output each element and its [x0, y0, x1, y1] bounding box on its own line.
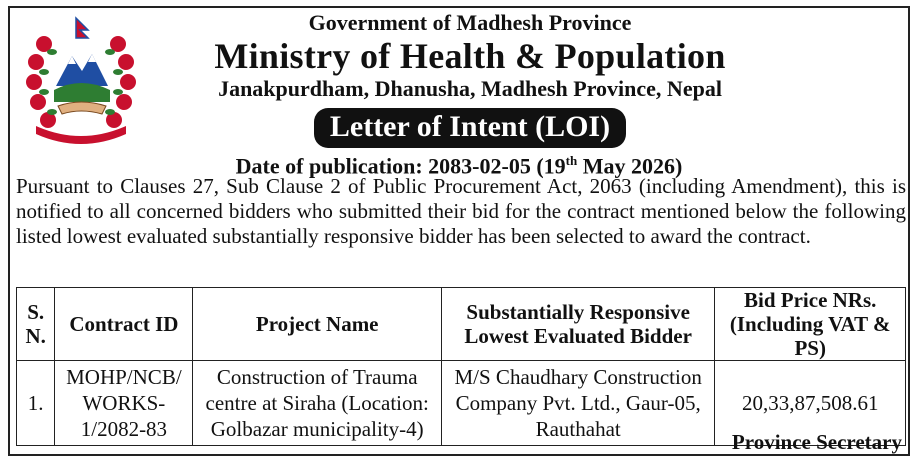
project-line3: Golbazar municipality-4) — [210, 417, 424, 441]
bidder-line1: M/S Chaudhary Construction — [454, 365, 702, 389]
notice-paragraph: Pursuant to Clauses 27, Sub Clause 2 of Public Procurement Act, 2063 (including Amendment), this is notified to all concerned bidders who submitted their bid for the contract mentioned below the following listed lowest evaluated substantially responsive bidder has been selected to award the contract. — [16, 174, 906, 248]
header-sn-line2: N. — [25, 324, 46, 348]
header — [160, 10, 780, 148]
ministry-name: Ministry of Health & Population — [214, 36, 726, 76]
nepal-coat-of-arms-icon — [22, 16, 140, 148]
header-bid-price — [715, 288, 906, 361]
header-sn-line1: S. — [27, 300, 45, 324]
contract-id-line3: 1/2082-83 — [80, 417, 168, 441]
award-table — [16, 287, 906, 446]
header-bidder — [441, 288, 714, 361]
header-bidder-line1: Substantially Responsive — [466, 300, 690, 324]
contract-id-line1: MOHP/NCB/ — [66, 365, 182, 389]
bidder-line2: Company Pvt. Ltd., Gaur-05, — [455, 391, 701, 415]
publication-date-bs: 2083-02-05 — [428, 153, 531, 179]
header-project-name: Project Name — [193, 288, 441, 361]
cell-sn: 1. — [17, 361, 55, 446]
project-line1: Construction of Trauma — [216, 365, 418, 389]
government-name: Government of Madhesh Province — [308, 10, 632, 35]
publication-date-ad-suffix: th — [565, 153, 578, 168]
cell-contract-id — [55, 361, 193, 446]
ministry-address: Janakpurdham, Dhanusha, Madhesh Province, Nepal — [218, 76, 722, 101]
header-price-line1: Bid Price NRs. — [744, 288, 877, 312]
publication-date-ad-rest: May 2026) — [582, 153, 683, 179]
header-contract-id: Contract ID — [55, 288, 193, 361]
signatory-title: Province Secretary — [731, 430, 902, 454]
header-bidder-line2: Lowest Evaluated Bidder — [464, 324, 692, 348]
publication-date-label: Date of publication: — [235, 153, 423, 179]
cell-bidder — [441, 361, 714, 446]
notice-title-badge: Letter of Intent (LOI) — [314, 108, 626, 148]
bidder-line3: Rauthahat — [535, 417, 621, 441]
publication-date-ad-day: (19 — [536, 153, 566, 179]
table-header-row — [17, 288, 906, 361]
notice-page — [8, 6, 910, 456]
header-sn — [17, 288, 55, 361]
project-line2: centre at Siraha (Location: — [205, 391, 429, 415]
contract-id-line2: WORKS- — [82, 391, 166, 415]
cell-project-name — [193, 361, 441, 446]
cell-bid-price: 20,33,87,508.61 — [715, 361, 906, 446]
header-price-line2: (Including VAT & PS) — [729, 312, 891, 360]
